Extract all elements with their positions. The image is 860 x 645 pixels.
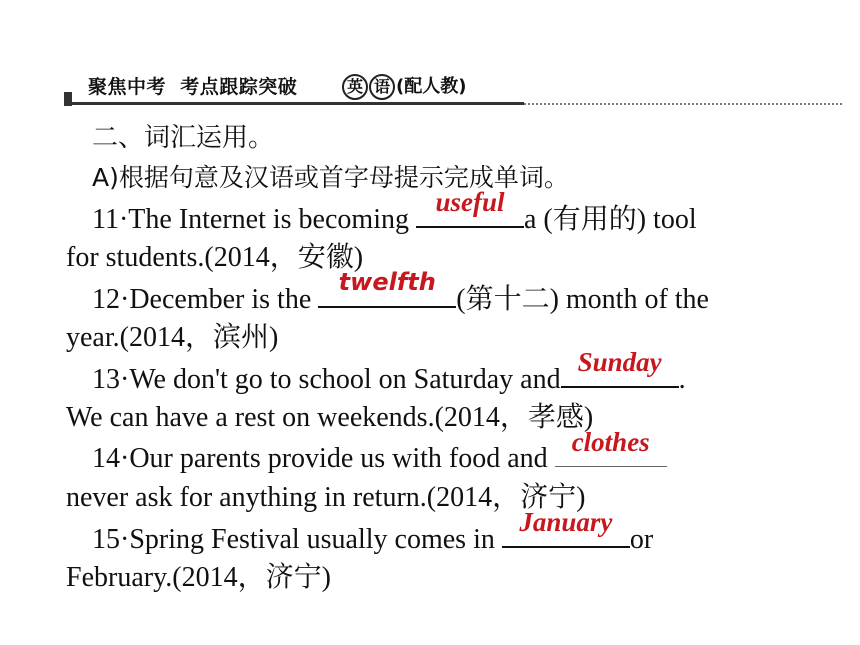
item-12-blank[interactable] (318, 268, 456, 308)
item-14-blank[interactable] (555, 427, 667, 467)
page-header (64, 70, 784, 110)
item-12-answer: twelfth (338, 268, 436, 296)
item-15-blank[interactable] (502, 507, 630, 548)
item-14-text-before: 14·Our parents provide us with food and (92, 443, 555, 474)
item-14-line-2: never ask for anything in return.(2014，济宁) (66, 482, 586, 513)
item-13-line-1 (66, 347, 836, 398)
header-series-title: 聚焦中考 考点跟踪突破 (88, 76, 298, 98)
item-13-answer: Sunday (577, 347, 662, 377)
subject-char-2: 语 (369, 74, 395, 100)
item-15-line-1 (66, 507, 836, 558)
item-12-line-2: year.(2014，滨州) (66, 322, 279, 353)
exercise-content (66, 118, 836, 598)
header-marker (64, 92, 72, 106)
item-11-text-before: 11·The Internet is becoming (92, 204, 416, 235)
item-13-text-before: 13·We don't go to school on Saturday and (92, 364, 561, 395)
item-11-answer: useful (435, 187, 505, 217)
item-11-blank[interactable] (416, 187, 524, 228)
header-rule-solid (72, 102, 524, 105)
item-15-line-2: February.(2014，济宁) (66, 562, 331, 593)
item-13-text-after: . (678, 364, 686, 395)
item-12-line-1 (66, 268, 836, 318)
item-14-line-1 (66, 427, 836, 478)
subject-char-1: 英 (342, 74, 368, 100)
header-subject (342, 72, 466, 100)
item-13-blank[interactable] (561, 347, 679, 388)
header-rule-dotted (524, 103, 842, 105)
item-11-line-2: for students.(2014，安徽) (66, 242, 364, 273)
item-12-text-before: 12·December is the (92, 284, 319, 315)
item-15-text-before: 15·Spring Festival usually comes in (92, 524, 502, 555)
item-11-text-after: a (有用的) tool (523, 204, 697, 235)
item-11-line-1 (66, 187, 836, 238)
section-instruction: A)根据句意及汉语或首字母提示完成单词。 (92, 163, 569, 192)
item-14-answer: clothes (571, 427, 650, 457)
item-13-line-2: We can have a rest on weekends.(2014，孝感) (66, 402, 594, 433)
item-15-text-after: or (629, 524, 654, 555)
item-15-answer: January (519, 507, 613, 537)
header-edition: (配人教) (396, 76, 467, 97)
section-title: 二、词汇运用。 (92, 123, 275, 153)
item-12-text-after: (第十二) month of the (456, 284, 709, 315)
